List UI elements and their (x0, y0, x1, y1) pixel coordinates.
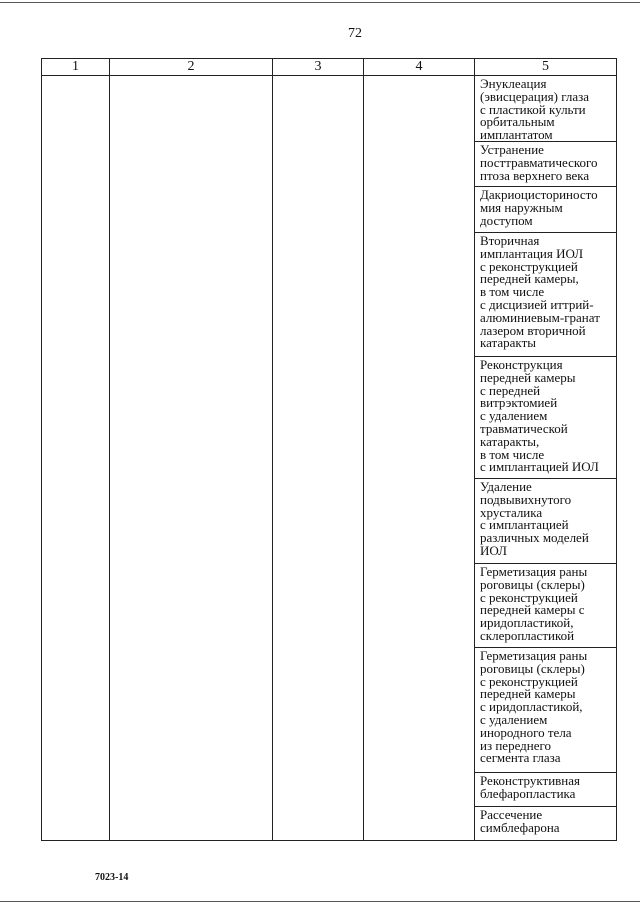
table-cell-col3 (273, 76, 364, 841)
column-header-1: 1 (42, 59, 110, 76)
procedure-item: Удаление подвывихнутого хрусталика с имплантацией различных моделей ИОЛ (475, 479, 616, 564)
procedures-table (41, 58, 617, 841)
document-code: 7023-14 (95, 872, 129, 883)
procedure-item: Энуклеация (эвисцерация) глаза с пластикой культи орбитальным имплантатом (475, 76, 616, 142)
procedure-item: Рассечение симблефарона (480, 807, 560, 835)
column-header-2: 2 (110, 59, 273, 76)
procedure-item: Герметизация раны роговицы (склеры) с реконструкцией передней камеры с иридопластикой, с удалением инородного тела из переднего сегмента глаза (475, 648, 616, 773)
table-cell-col1 (42, 76, 110, 841)
table-cell-col4 (364, 76, 475, 841)
page-number: 72 (348, 26, 362, 41)
procedure-item: Реконструктивная блефаропластика (475, 773, 616, 807)
column-header-3: 3 (273, 59, 364, 76)
table-header-row (42, 59, 617, 76)
procedure-list (475, 76, 616, 840)
table-row (42, 76, 617, 841)
bottom-scan-edge (0, 901, 640, 902)
procedure-item: Вторичная имплантация ИОЛ с реконструкцией передней камеры, в том числе с дисцизией иттрий- алюминиевым-гранат лазером вторичной катаракты (475, 233, 616, 357)
procedure-item: Герметизация раны роговицы (склеры) с реконструкцией передней камеры с иридопластикой, склеропластикой (475, 564, 616, 648)
procedure-item: Дакриоцисториносто мия наружным доступом (475, 187, 616, 233)
table-cell-col5 (475, 76, 617, 841)
column-header-4: 4 (364, 59, 475, 76)
procedure-item: Реконструкция передней камеры с передней витрэктомией с удалением травматической катаракты, в том числе с имплантацией ИОЛ (475, 357, 616, 479)
top-scan-edge (0, 2, 640, 3)
column-header-5: 5 (475, 59, 617, 76)
table-cell-col2 (110, 76, 273, 841)
procedure-item: Устранение посттравматического птоза верхнего века (475, 142, 616, 187)
